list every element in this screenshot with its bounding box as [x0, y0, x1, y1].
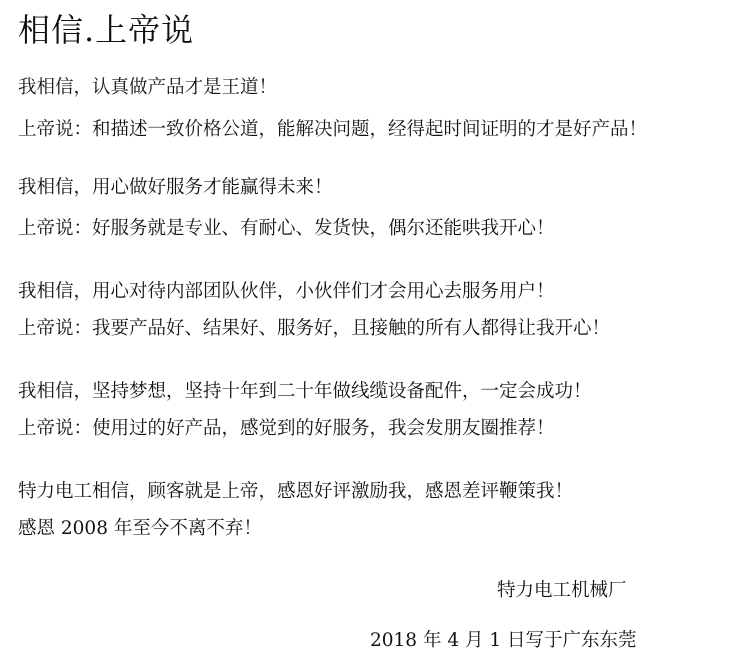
signature-company: 特力电工机械厂 — [497, 580, 627, 601]
signature-date: 2018 年 4 月 1 日写于广东东莞 — [370, 630, 637, 651]
god-says-1: 上帝说：和描述一致价格公道，能解决问题，经得起时间证明的才是好产品！ — [18, 119, 648, 140]
page-title: 相信.上帝说 — [18, 11, 195, 49]
closing-line-1: 特力电工相信，顾客就是上帝，感恩好评激励我，感恩差评鞭策我！ — [18, 481, 574, 502]
belief-1: 我相信，认真做产品才是王道！ — [18, 77, 278, 98]
belief-3: 我相信，用心对待内部团队伙伴，小伙伴们才会用心去服务用户！ — [18, 281, 555, 302]
god-says-4: 上帝说：使用过的好产品，感觉到的好服务，我会发朋友圈推荐！ — [18, 418, 555, 439]
god-says-3: 上帝说：我要产品好、结果好、服务好，且接触的所有人都得让我开心！ — [18, 318, 611, 339]
belief-2: 我相信，用心做好服务才能赢得未来！ — [18, 177, 333, 198]
god-says-2: 上帝说：好服务就是专业、有耐心、发货快，偶尔还能哄我开心！ — [18, 218, 555, 239]
closing-line-2: 感恩 2008 年至今不离不弃！ — [18, 518, 262, 539]
belief-4: 我相信，坚持梦想，坚持十年到二十年做线缆设备配件，一定会成功！ — [18, 381, 592, 402]
